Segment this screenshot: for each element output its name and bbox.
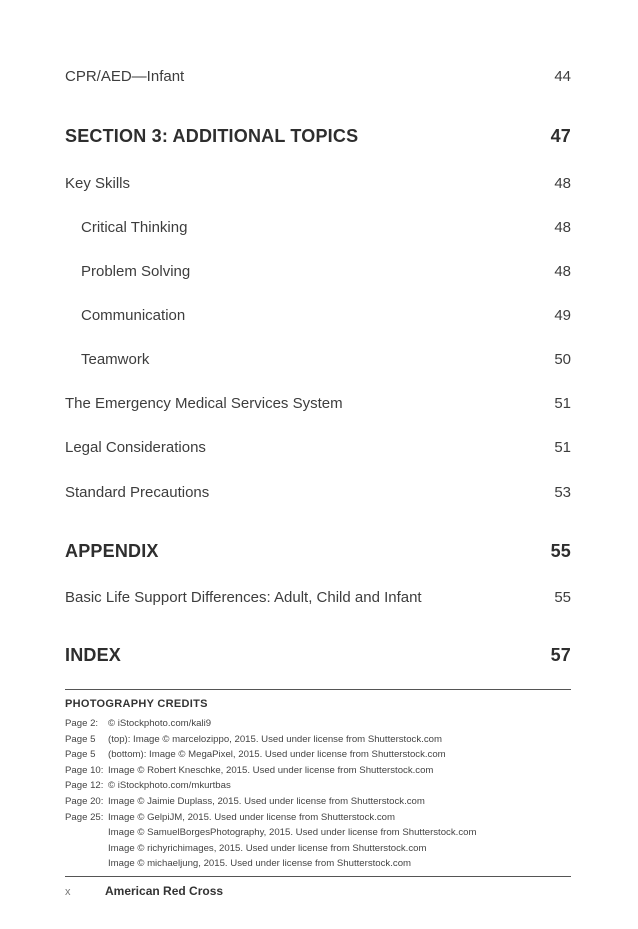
toc-entry-label: Legal Considerations xyxy=(65,439,206,456)
toc-subentry[interactable] xyxy=(65,351,571,368)
toc-entry-page: 51 xyxy=(554,439,571,456)
credit-text: Image © GelpiJM, 2015. Used under license from Shutterstock.com xyxy=(108,811,396,823)
toc-entry-label: The Emergency Medical Services System xyxy=(65,395,343,412)
credit-line xyxy=(65,732,476,748)
credit-text: © iStockphoto.com/kali9 xyxy=(108,718,212,729)
toc-entry[interactable] xyxy=(65,484,571,501)
credit-text: (top): Image © marcelozippo, 2015. Used under license from Shutterstock.com xyxy=(108,733,442,745)
toc-entry-label: Standard Precautions xyxy=(65,484,210,501)
toc-subentry-label: Problem Solving xyxy=(81,263,191,280)
toc-entry-page: 55 xyxy=(554,589,571,606)
credit-line xyxy=(65,716,476,732)
credit-line xyxy=(65,763,476,779)
credit-text: Image © michaeljung, 2015. Used under license from Shutterstock.com xyxy=(108,858,412,870)
credit-page xyxy=(65,856,108,872)
toc-entry-label: CPR/AED—Infant xyxy=(65,68,185,85)
toc-subentry[interactable] xyxy=(65,219,571,236)
toc-entry[interactable] xyxy=(65,175,571,192)
credit-page: Page 5 xyxy=(65,749,96,761)
page-footer xyxy=(65,884,223,898)
credit-text: Image © SamuelBorgesPhotography, 2015. Used under license from Shutterstock.com xyxy=(108,827,477,839)
credit-page: Page 10: xyxy=(65,764,104,776)
toc-entry[interactable] xyxy=(65,395,571,412)
toc-section-page: 55 xyxy=(550,541,571,561)
toc-entry-page: 48 xyxy=(554,175,571,192)
toc-section-label: APPENDIX xyxy=(65,541,159,561)
credit-page xyxy=(65,825,108,841)
credit-line xyxy=(65,747,476,763)
toc-section-heading[interactable] xyxy=(65,645,571,666)
toc-section-label: SECTION 3: ADDITIONAL TOPICS xyxy=(65,126,359,146)
toc-subentry-label: Communication xyxy=(81,307,186,324)
photography-credits-title: PHOTOGRAPHY CREDITS xyxy=(65,698,208,710)
footer-divider xyxy=(65,876,571,877)
toc-entry[interactable] xyxy=(65,68,571,85)
toc-subentry-page: 50 xyxy=(554,351,571,368)
credit-page xyxy=(65,841,108,857)
photography-credits-list xyxy=(65,716,476,872)
credit-page: Page 25: xyxy=(65,811,104,823)
credits-top-divider xyxy=(65,689,571,690)
toc-section-label: INDEX xyxy=(65,645,122,665)
toc-subentry[interactable] xyxy=(65,263,571,280)
toc-section-page: 57 xyxy=(550,645,571,665)
toc-section-heading[interactable] xyxy=(65,126,571,147)
footer-brand: American Red Cross xyxy=(105,884,224,898)
toc-entry-page: 53 xyxy=(554,484,571,501)
credit-line xyxy=(65,794,476,810)
credit-text: (bottom): Image © MegaPixel, 2015. Used under license from Shutterstock.com xyxy=(108,749,446,761)
toc-section-page: 47 xyxy=(550,126,571,146)
toc-entry[interactable] xyxy=(65,439,571,456)
credit-line xyxy=(65,810,476,826)
credit-line xyxy=(65,778,476,794)
credit-text: Image © Jaimie Duplass, 2015. Used under license from Shutterstock.com xyxy=(108,795,425,807)
page-number: x xyxy=(65,886,71,898)
credit-text: Image © richyrichimages, 2015. Used under license from Shutterstock.com xyxy=(108,842,427,854)
toc-entry-label: Key Skills xyxy=(65,175,131,192)
credit-line xyxy=(65,825,476,841)
toc-entry-label: Basic Life Support Differences: Adult, Child and Infant xyxy=(65,589,422,606)
toc-subentry-page: 49 xyxy=(554,307,571,324)
credit-line xyxy=(65,856,476,872)
toc-entry[interactable] xyxy=(65,589,571,606)
credit-line xyxy=(65,841,476,857)
credit-text: © iStockphoto.com/mkurtbas xyxy=(108,780,231,792)
toc-section-heading[interactable] xyxy=(65,541,571,562)
toc-subentry[interactable] xyxy=(65,307,571,324)
credit-page: Page 12: xyxy=(65,780,104,792)
toc-entry-page: 51 xyxy=(554,395,571,412)
toc-subentry-label: Critical Thinking xyxy=(81,219,188,236)
toc-subentry-label: Teamwork xyxy=(81,351,150,368)
toc-subentry-page: 48 xyxy=(554,219,571,236)
toc-subentry-page: 48 xyxy=(554,263,571,280)
credit-page: Page 20: xyxy=(65,795,104,807)
credit-text: Image © Robert Kneschke, 2015. Used under license from Shutterstock.com xyxy=(108,764,434,776)
credit-page: Page 2: xyxy=(65,718,99,729)
toc-entry-page: 44 xyxy=(554,68,571,85)
credit-page: Page 5 xyxy=(65,733,96,745)
